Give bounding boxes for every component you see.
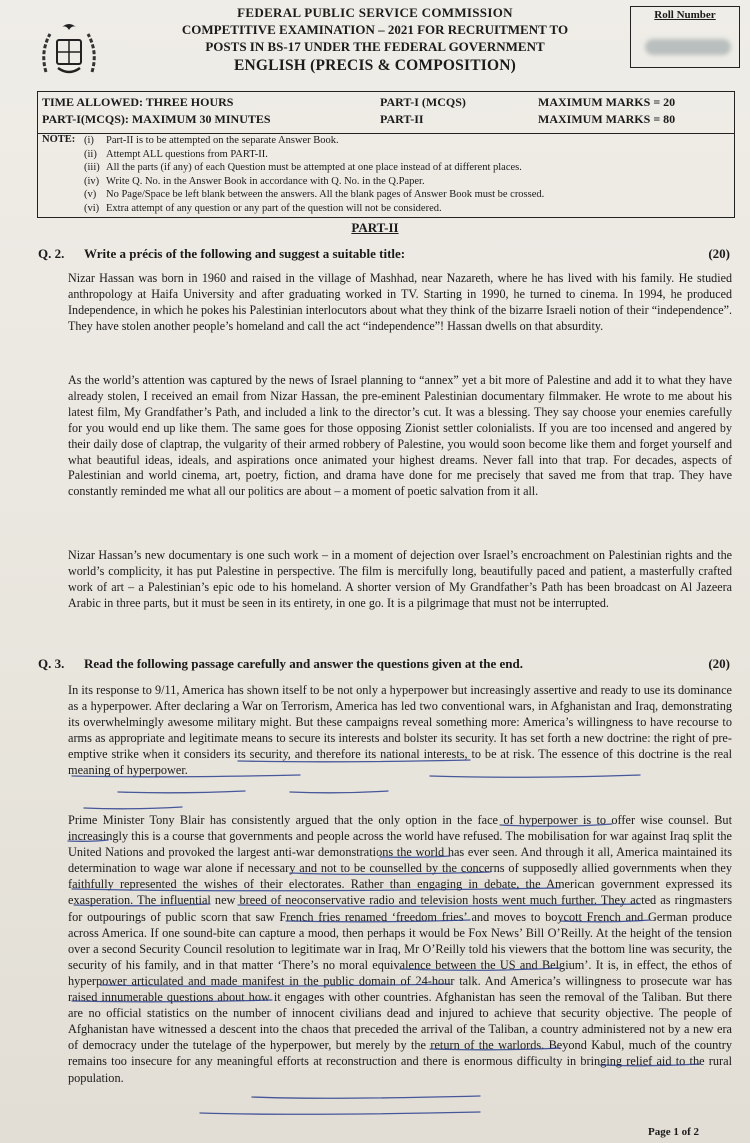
- time-mcq: PART-I(MCQS): MAXIMUM 30 MINUTES: [42, 112, 271, 126]
- part-one-label: PART-I (MCQS): [380, 95, 466, 109]
- q2-paragraph: As the world’s attention was captured by the news of Israel planning to “annex” yet a bit more of Palestine and add it to what they have already stolen, I received an email from Nizar Hassan, the pre-eminent Palestinian documentary filmmaker. He wrote to me about his latest film, My Grandfather’s Path, and included a link to the director’s cut. It was a blessing. They say choose your enemies carefully for you would end up like them. The same goes for those opposing Zionist settler colonialists. If you are too incensed and angered by their daily dose of claptrap, the vulgarity of their armed robbery of Palestine, you would soon become like them and forget yourself and what beautiful ideas, ideals, and aspirations once animated your highest dreams. Never fall into that trap. For decades, aspects of Palestinian and world cinema, art, poetry, fiction, and drama have done for me precisely that saved me from that trap. They have constantly reminded me what all our politics are about – a moment of poetic salvation from it all.: [68, 373, 732, 499]
- part-two-label: PART-II: [380, 112, 424, 126]
- header-titles: [130, 4, 620, 74]
- exam-info-box: [37, 91, 735, 134]
- fpsc-emblem-icon: [38, 22, 100, 78]
- q2-paragraph: Nizar Hassan was born in 1960 and raised in the village of Mashhad, near Nazareth, where he has lived with his family. He studied anthropology at Haifa University and after graduating worked in TV. Starting in 1990, he turned to cinema. In 1994, he produced Independence, in which he pokes his Palestinian interlocutors about what they think of the bizarre Israeli notion of their “independence”. They have stolen another people’s homeland and call the act “independence”! Hassan dwells on that absurdity.: [68, 271, 732, 333]
- time-allowed: TIME ALLOWED: THREE HOURS: [42, 95, 234, 109]
- note-list: [84, 134, 724, 216]
- question-prompt: Write a précis of the following and suggest a suitable title:: [84, 246, 406, 261]
- question-prompt: Read the following passage carefully and answer the questions given at the end.: [84, 656, 524, 671]
- roll-number-label: Roll Number: [654, 9, 716, 21]
- q2-paragraph: Nizar Hassan’s new documentary is one such work – in a moment of dejection over Israel’s encroachment on Palestinian rights and the world’s complicity, it has put Palestine in perspective. The film is mercifully long, beautifully paced and patient, a masterfully crafted work of art – a Palestinian’s epic ode to his homeland. A shorter version of My Grandfather’s Path has been broadcast on Al Jazeera Arabic in three parts, but it must be seen in its entirety, in one go. It is a pilgrimage that must not be interrupted.: [68, 548, 732, 610]
- q3-paragraph: Prime Minister Tony Blair has consistently argued that the only option in the face of hyperpower is to offer wise counsel. But increasingly this is a course that governments and people across the world have refused. The mobilisation for war against Iraq split the United Nations and provoked the largest anti-war demonstrations the world has ever seen. And through it all, America maintained its determination to wage war alone if necessary and not to be counselled by the concerns of supposedly allied governments when they faithfully represented the wishes of their electorates. Rather than engaging in debate, the American government expressed its exasperation. The influential new breed of neoconservative radio and television hosts went much further. They acted as ringmasters for outpourings of public scorn that saw French fries renamed ‘freedom fries’ and moves to boycott French and German produce across America. If one sound-bite can capture a mood, then perhaps it would be Fox News’ Bill O’Reilly. At the height of the tension over a second Security Council resolution to legitimate war in Iraq, Mr O’Reilly told his viewers that the bottom line was security, the security of his family, and in that matter ‘There’s no moral equivalence between the US and Belgium’. It is, in effect, the ethos of hyperpower articulated and made manifest in the public domain of 24-hour talk. And America’s willingness to prosecute war has raised innumerable questions about how it engages with other countries. Afghanistan has seen the removal of the Taliban. But there are no official statistics on the number of innocent civilians dead and injured to achieve that security objective. The people of Afghanistan have witnessed a descent into the chaos that preceded the arrival of the Taliban, a country administered not by a new era of democracy under the tutelage of the hyperpower, but merely by the return of the warlords. Beyond Kabul, much of the country remains too insecure for any meaningful efforts at reconstruction and there is enormous difficulty in bringing relief aid to the rural population.: [68, 813, 732, 1085]
- roll-number-redacted: [645, 39, 731, 55]
- page-number: Page 1 of 2: [648, 1126, 700, 1138]
- question-number: Q. 3.: [38, 656, 65, 671]
- exam-title: COMPETITIVE EXAMINATION – 2021 FOR RECRUITMENT TO: [181, 22, 569, 37]
- question-number: Q. 2.: [38, 246, 65, 261]
- note-label: NOTE:: [42, 134, 76, 145]
- note-item: (iii) All the parts (if any) of each Question must be attempted at one place instead of at different places.: [84, 162, 522, 174]
- question-marks: (20): [708, 246, 730, 261]
- commission-name: FEDERAL PUBLIC SERVICE COMMISSION: [237, 5, 513, 20]
- note-item: (iv) Write Q. No. in the Answer Book in accordance with Q. No. in the Q.Paper.: [84, 175, 425, 187]
- note-item: (vi) Extra attempt of any question or any part of the question will not be considered.: [84, 202, 442, 214]
- roll-number-box: [630, 6, 740, 68]
- note-item: (i) Part-II is to be attempted on the separate Answer Book.: [84, 135, 339, 146]
- q3-paragraph: In its response to 9/11, America has shown itself to be not only a hyperpower but increasingly assertive and ready to use its dominance as a hyperpower. After declaring a War on Terrorism, America has led two conventional wars, in Afghanistan and Iraq, demonstrating its overwhelmingly awesome military might. But these campaigns reveal something more: America’s willingness to have recourse to arms as appropriate and legitimate means to secure its interests and bolster its security. It has set forth a new doctrine: the right of pre-emptive strike when it considers its security, and therefore its national interests, to be at risk. The essence of this doctrine is the real meaning of hyperpower.: [68, 683, 732, 778]
- question-marks: (20): [708, 656, 730, 671]
- exam-posts: POSTS IN BS-17 UNDER THE FEDERAL GOVERNMENT: [205, 39, 545, 54]
- subject-title: ENGLISH (PRECIS & COMPOSITION): [233, 57, 517, 74]
- paper-header: [0, 0, 750, 92]
- part-two-heading: PART-II: [351, 220, 399, 235]
- max-marks-part-one: MAXIMUM MARKS = 20: [538, 95, 676, 109]
- max-marks-part-two: MAXIMUM MARKS = 80: [538, 112, 676, 126]
- note-item: (ii) Attempt ALL questions from PART-II.: [84, 148, 268, 160]
- note-item: (v) No Page/Space be left blank between the answers. All the blank pages of Answer Book must be crossed.: [84, 189, 545, 201]
- notes-box: [37, 133, 735, 218]
